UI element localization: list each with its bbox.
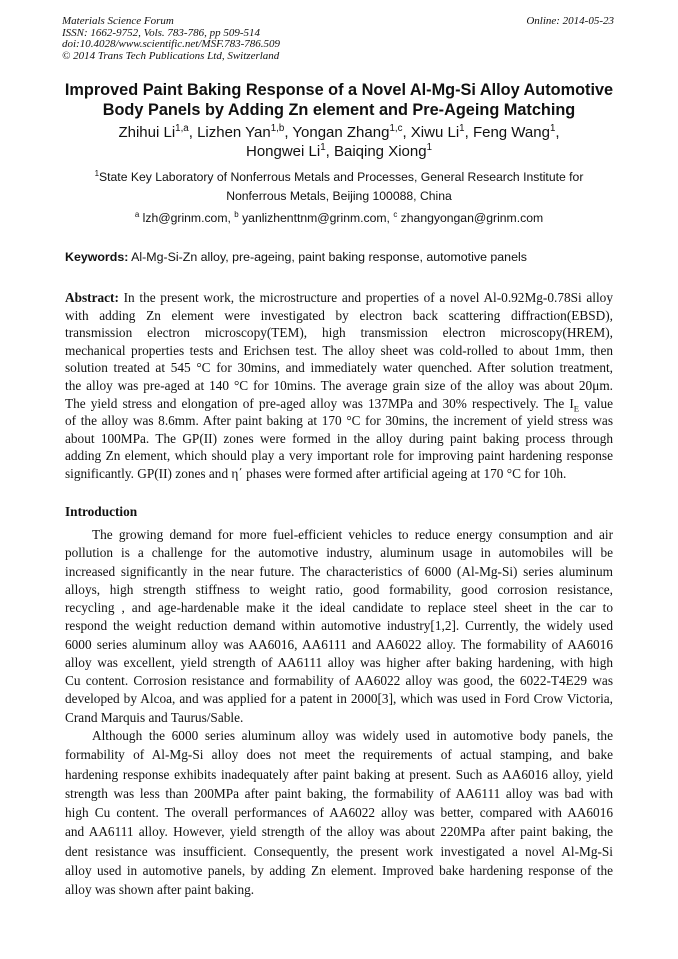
text-line: adding Zn element, which should play a very important role for improving paint hardening response	[65, 448, 613, 464]
abstract-label: Abstract:	[65, 290, 119, 305]
intro-paragraph-1	[65, 526, 613, 727]
email-sup: a	[134, 209, 140, 219]
text-line: formability of Al-Mg-Si alloy does not meet the requirements of actual stamping, and bake	[65, 747, 613, 763]
email-link[interactable]: lzh@grinm.com	[142, 211, 228, 225]
text-line: dent resistance was insufficient. Consequently, the present work investigated a novel Al-Mg-Si	[65, 843, 613, 859]
author-sup: 1	[549, 123, 556, 134]
text-line: the alloy was pre-aged at 140 °C for 10mins. The average grain size of the alloy was about 20μm.	[65, 377, 613, 393]
author: Feng Wang	[472, 124, 550, 141]
author-sup: 1	[320, 142, 326, 153]
author: Baiqing Xiong	[333, 143, 427, 160]
email-list: $^a$ lzh@grinm.com, $^b$ yanlizhenttnm@grinm.com, $^c$ zhangyongan@grinm.com	[134, 209, 544, 225]
keywords-text: Al-Mg-Si-Zn alloy, pre-ageing, paint baking response, automotive panels	[131, 250, 527, 264]
subscript: E	[573, 403, 580, 414]
text-line: of the alloy was 8.6mm. After paint baking at 170 °C for 30mins, the increment of yield stress was	[65, 413, 613, 429]
affiliation	[30, 168, 648, 206]
text-line: Although the 6000 series aluminum alloy was widely used in automotive body panels, the	[92, 728, 613, 743]
title-line: Body Panels by Adding Zn element and Pre-Ageing Matching	[102, 101, 576, 119]
email-sup: c	[393, 209, 398, 219]
email-sup: b	[234, 209, 239, 219]
text-line: The growing demand for more fuel-efficient vehicles to reduce energy consumption and air	[92, 527, 613, 542]
email-link[interactable]: yanlizhenttnm@grinm.com	[242, 211, 387, 225]
author-sup: 1,c	[389, 123, 403, 134]
text-line: high Cu content. The overall performances of AA6022 alloy was better, compared with AA6016	[65, 805, 613, 821]
text-line: and AA6111 alloy. However, yield strength of the alloy was about 220MPa after paint baking, the	[65, 824, 613, 840]
keywords	[65, 250, 527, 264]
text-line: increased significantly in the near future. The characteristics of 6000 (Al-Mg-Si) series aluminum	[65, 563, 613, 579]
author: Yongan Zhang	[292, 124, 390, 141]
section-heading-introduction: Introduction	[65, 504, 138, 519]
journal-info	[62, 16, 280, 63]
text-line: pollution is a challenge for the automotive industry, aluminum usage in automobiles will be	[65, 545, 613, 561]
text-line: alloy was shown after paint baking.	[65, 882, 255, 898]
online-date: Online: 2014-05-23	[526, 15, 614, 27]
intro-paragraph-2	[65, 726, 613, 900]
abstract-line	[65, 395, 613, 413]
text-line: developed by Alcoa, and was applied for a patent in 2000[3], which was used in Ford Crow Victoria,	[65, 691, 613, 707]
text-line: mechanical properties tests and Erichsen test. The alloy sheet was cold-rolled to about 1mm, then	[65, 342, 613, 358]
text-line: alloys, high strength stiffness to weight ratio, good formability, good corrosion resistance,	[65, 581, 613, 597]
author-sup: 1,a	[175, 123, 189, 134]
journal-name: Materials Science Forum	[62, 15, 174, 27]
author-sup: 1	[426, 142, 432, 153]
text-line: alloy used in automotive panels, by adding Zn element. Improved bake hardening response of the	[65, 863, 613, 879]
text-line: alloy was excellent, yield strength of AA6111 alloy was higher after baking hardening, with high	[65, 654, 613, 670]
abstract	[65, 289, 613, 483]
author-sup: 1	[459, 123, 465, 134]
abstract-line	[65, 289, 613, 307]
author: Hongwei Li	[245, 143, 321, 160]
author-list: Zhihui Li$^{1,a}$, Lizhen Yan$^{1,b}$, Yongan Zhang$^{1,c}$, Xiwu Li$^1$, Feng Wang$^1$, Hongwei Li$^1$, Baiqing Xiong$^1$	[118, 123, 560, 160]
text-line: hardening response exhibits inadequately after paint baking at present. Such as AA6016 alloy, yield	[65, 766, 613, 782]
affiliation-line: Nonferrous Metals, Beijing 100088, China	[226, 189, 452, 203]
text-line: significantly. GP(II) zones and η΄ phases were formed after artificial ageing at 170 °C for 10h.	[65, 465, 567, 481]
text-line: solution treated at 545 °C for 30mins, and immediately water quenched. After solution treatment,	[65, 360, 613, 376]
text-line: respond the weight reduction demand within automotive industry[1,2]. Currently, the widely used	[65, 618, 613, 634]
text-line: with adding Zn element were investigated by electron back scattering diffraction(EBSD),	[65, 307, 613, 323]
author: Zhihui Li	[118, 124, 176, 141]
text-line: Crand Marquis and Taurus/Sable.	[65, 709, 244, 725]
affiliation-sup: 1	[94, 168, 100, 178]
paper-title	[30, 80, 648, 120]
text-line: strength was less than 200MPa after paint baking, the formability of AA6111 alloy was bad with	[65, 785, 613, 801]
email-link[interactable]: zhangyongan@grinm.com	[400, 211, 544, 225]
author: Lizhen Yan	[197, 124, 271, 141]
abstract-text: The yield stress and elongation of pre-aged alloy was 137MPa and 30% respectively. The I	[65, 395, 574, 411]
author-sup: 1,b	[270, 123, 285, 134]
affiliation-line: State Key Laboratory of Nonferrous Metals and Processes, General Research Institute for	[99, 170, 584, 184]
author: Xiwu Li	[410, 124, 460, 141]
keywords-label: Keywords:	[65, 250, 129, 264]
doi: doi:10.4028/www.scientific.net/MSF.783-786.509	[62, 38, 281, 51]
text-line: transmission electron microscopy(TEM), high transmission electron microscopy(HREM),	[65, 325, 613, 341]
text-line: about 100MPa. The GP(II) zones were formed in the alloy during paint baking process through	[65, 430, 613, 446]
text-line: recycling , and age-hardenable make it the ideal candidate to replace steel sheet in the car to	[65, 600, 613, 615]
abstract-text: In the present work, the microstructure and properties of a novel Al-0.92Mg-0.78Si alloy	[123, 290, 613, 305]
abstract-text: value	[579, 395, 613, 411]
copyright: © 2014 Trans Tech Publications Ltd, Switzerland	[62, 50, 280, 63]
issn: ISSN: 1662-9752, Vols. 783-786, pp 509-514	[62, 26, 260, 39]
title-line: Improved Paint Baking Response of a Novel Al-Mg-Si Alloy Automotive	[64, 81, 614, 99]
text-line: Cu content. Corrosion resistance and formability of AA6022 alloy was good, the 6022-T4E29 was	[65, 673, 613, 688]
text-line: 6000 series aluminum alloy was AA6016, AA6111 and AA6022 alloy. The formability of AA6016	[65, 636, 613, 652]
